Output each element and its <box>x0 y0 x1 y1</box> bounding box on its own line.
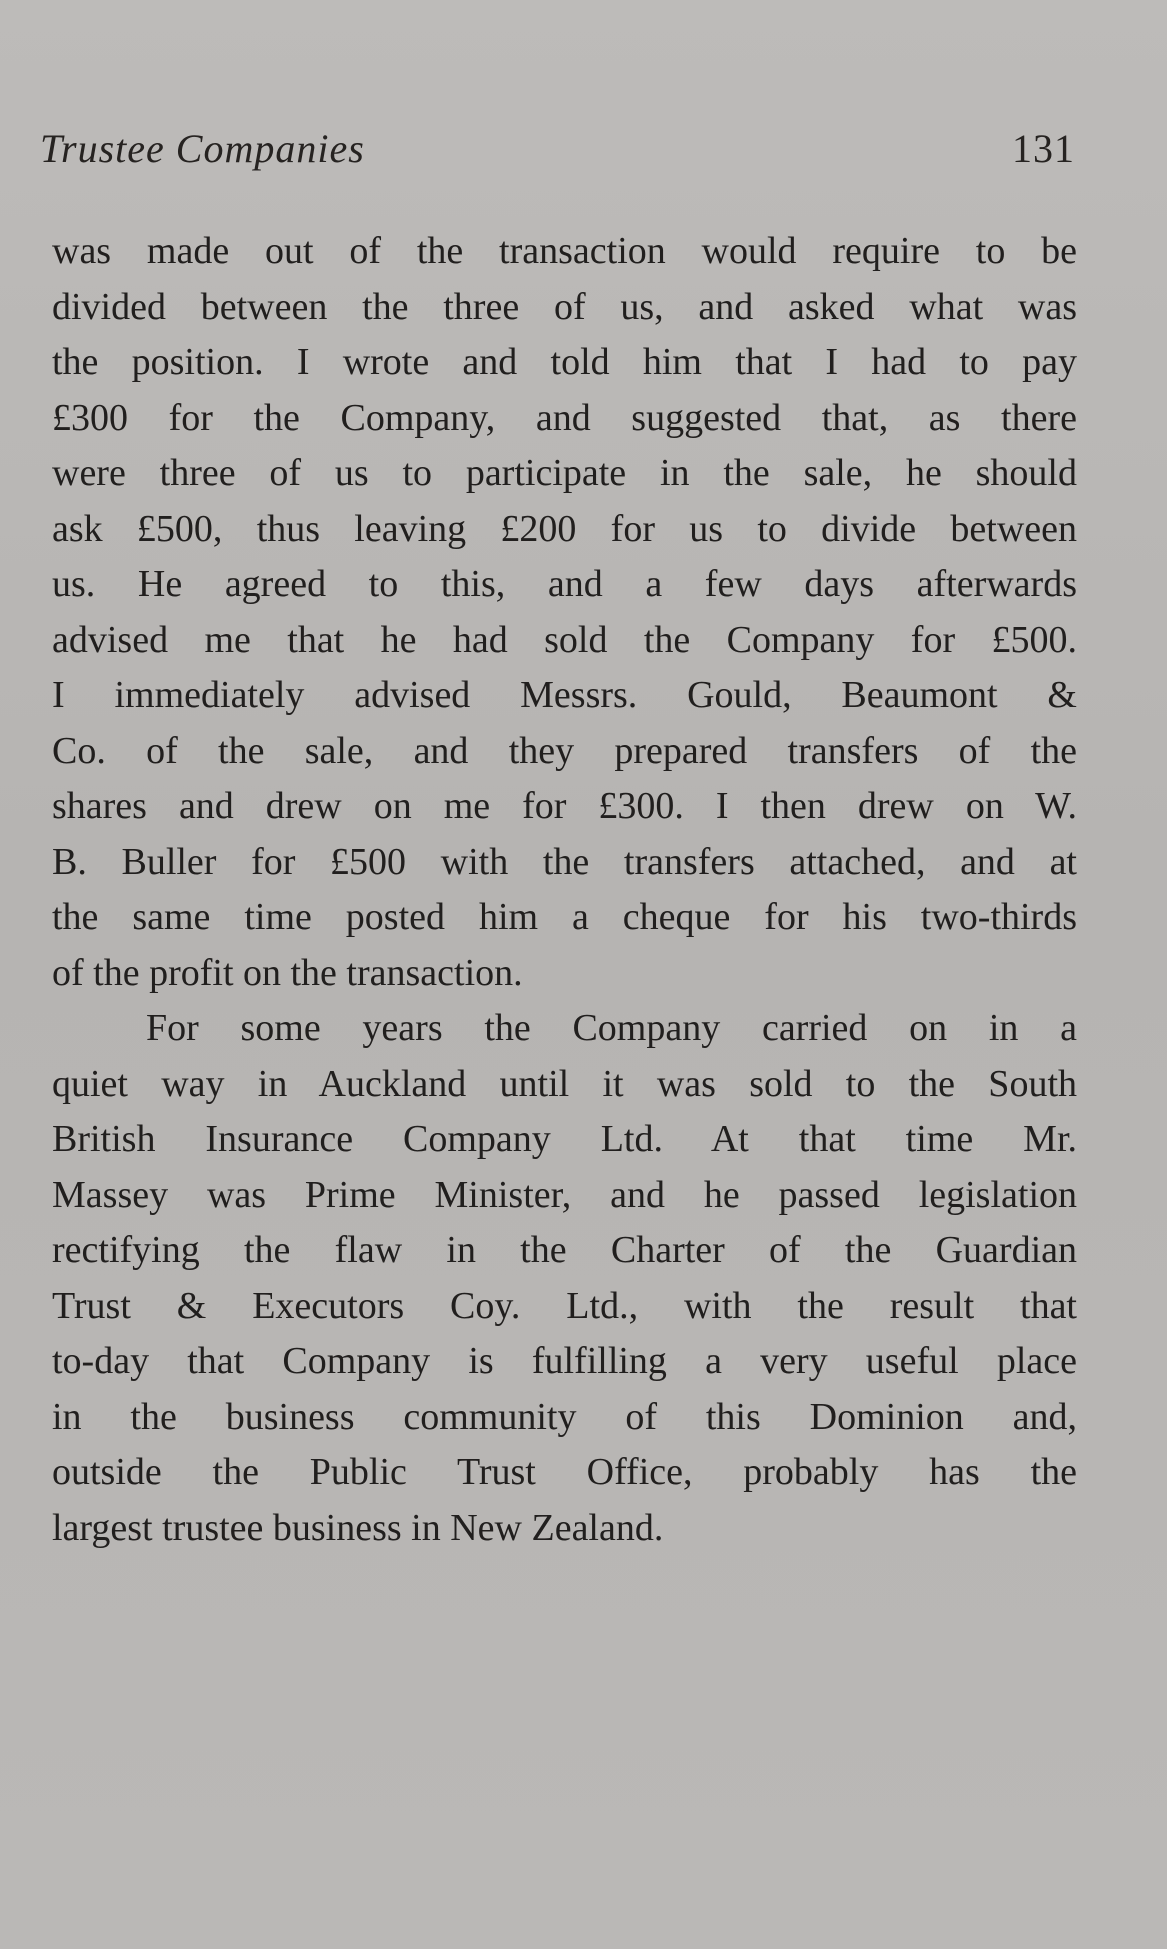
text-line: Co. of the sale, and they prepared transfers of the <box>52 729 1077 772</box>
text-line: For some years the Company carried on in a <box>146 1007 1077 1049</box>
text-line: ask £500, thus leaving £200 for us to divide between <box>52 507 1077 550</box>
text-line: the position. I wrote and told him that I had to pay <box>52 341 1077 383</box>
text-line: £300 for the Company, and suggested that, as there <box>52 396 1077 439</box>
text-line: Massey was Prime Minister, and he passed legislation <box>52 1173 1077 1216</box>
text-line: largest trustee business in New Zealand. <box>52 1506 664 1549</box>
text-line: outside the Public Trust Office, probably has the <box>52 1451 1077 1493</box>
text-line: British Insurance Company Ltd. At that time Mr. <box>52 1118 1077 1160</box>
text-line: B. Buller for £500 with the transfers attached, and at <box>52 840 1077 883</box>
running-head-title: Trustee Companies <box>40 126 365 171</box>
text-line: shares and drew on me for £300. I then drew on W. <box>52 785 1077 827</box>
text-line: Trust & Executors Coy. Ltd., with the result that <box>52 1284 1077 1327</box>
blank-page-area <box>0 1560 1167 1949</box>
text-line: of the profit on the transaction. <box>52 951 523 994</box>
text-line: in the business community of this Dominion and, <box>52 1395 1077 1438</box>
text-line: I immediately advised Messrs. Gould, Beaumont & <box>52 674 1077 716</box>
body-text <box>52 224 1077 1556</box>
running-head <box>40 125 1075 175</box>
paragraph-1 <box>52 224 1077 1001</box>
text-line: to-day that Company is fulfilling a very useful place <box>52 1340 1077 1382</box>
text-line: advised me that he had sold the Company for £500. <box>52 618 1077 661</box>
paragraph-2 <box>52 1001 1077 1556</box>
text-line: rectifying the flaw in the Charter of the Guardian <box>52 1229 1077 1271</box>
text-line: were three of us to participate in the sale, he should <box>52 452 1077 494</box>
text-line: quiet way in Auckland until it was sold to the South <box>52 1062 1077 1105</box>
page-number: 131 <box>1012 126 1075 171</box>
text-line: the same time posted him a cheque for his two-thirds <box>52 896 1077 938</box>
text-line: us. He agreed to this, and a few days afterwards <box>52 563 1077 605</box>
text-line: was made out of the transaction would require to be <box>52 230 1077 272</box>
text-line: divided between the three of us, and asked what was <box>52 285 1077 328</box>
